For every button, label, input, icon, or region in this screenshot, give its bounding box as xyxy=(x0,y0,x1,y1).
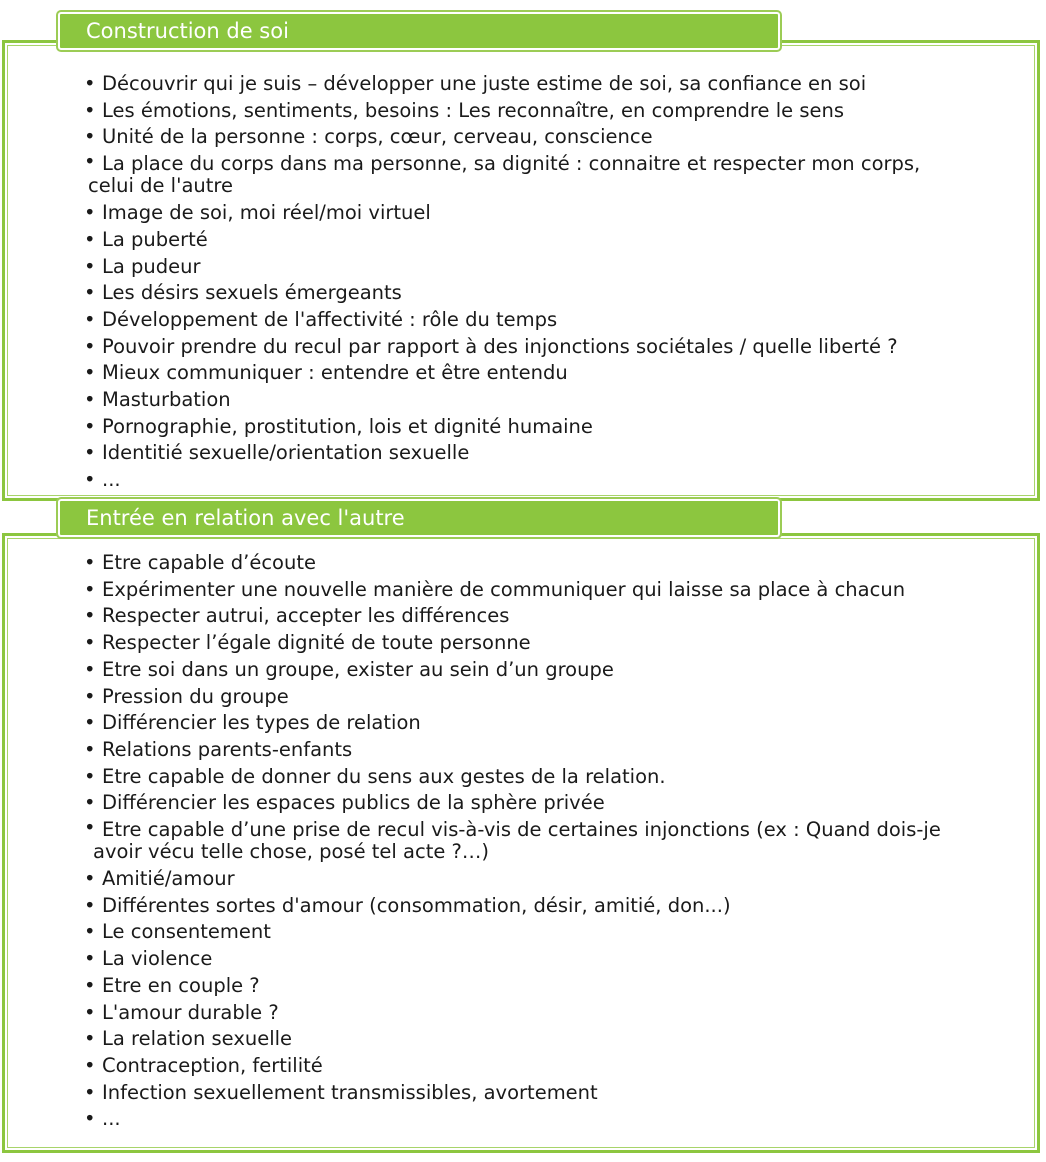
list-item: • Pression du groupe xyxy=(84,684,941,711)
section-title-entree-en-relation: Entrée en relation avec l'autre xyxy=(58,499,780,537)
list-item: • Masturbation xyxy=(84,387,920,414)
list-item: • Respecter l’égale dignité de toute personne xyxy=(84,630,941,657)
list-item xyxy=(84,151,920,200)
list-item: • ... xyxy=(84,467,920,494)
list-item: • Pornographie, prostitution, lois et dignité humaine xyxy=(84,414,920,441)
list-item: • Les désirs sexuels émergeants xyxy=(84,280,920,307)
list-item: • Différencier les types de relation xyxy=(84,710,941,737)
list-item: • Respecter autrui, accepter les différences xyxy=(84,603,941,630)
list-item: • La violence xyxy=(84,946,941,973)
list-item: • Pouvoir prendre du recul par rapport à des injonctions sociétales / quelle liberté ? xyxy=(84,334,920,361)
list-item: • Développement de l'affectivité : rôle du temps xyxy=(84,307,920,334)
list-item: • Le consentement xyxy=(84,919,941,946)
list-item: • Etre en couple ? xyxy=(84,973,941,1000)
list-item: • Différentes sortes d'amour (consommation, désir, amitié, don...) xyxy=(84,893,941,920)
list-item: • Différencier les espaces publics de la sphère privée xyxy=(84,790,941,817)
list-item: • Image de soi, moi réel/moi virtuel xyxy=(84,200,920,227)
list-item: • Découvrir qui je suis – développer une juste estime de soi, sa confiance en soi xyxy=(84,71,920,98)
list-item: • Contraception, fertilité xyxy=(84,1053,941,1080)
list-item: • La puberté xyxy=(84,227,920,254)
list-item-text-continued: celui de l'autre xyxy=(88,174,234,198)
list-item-text: La place du corps dans ma personne, sa dignité : connaitre et respecter mon corps, xyxy=(102,152,921,176)
section-title-construction-de-soi: Construction de soi xyxy=(58,12,780,50)
list-item: • Identitié sexuelle/orientation sexuelle xyxy=(84,440,920,467)
list-item: • ... xyxy=(84,1106,941,1133)
list-item: • Infection sexuellement transmissibles, avortement xyxy=(84,1080,941,1107)
list-item: • Etre capable de donner du sens aux gestes de la relation. xyxy=(84,764,941,791)
list-item: • Unité de la personne : corps, cœur, cerveau, conscience xyxy=(84,124,920,151)
list-item: • La relation sexuelle xyxy=(84,1026,941,1053)
entree-en-relation-list xyxy=(84,550,941,1133)
list-item: • Les émotions, sentiments, besoins : Les reconnaître, en comprendre le sens xyxy=(84,98,920,125)
list-item-text-continued: avoir vécu telle chose, posé tel acte ?…) xyxy=(93,840,489,864)
list-item: • Etre capable d’écoute xyxy=(84,550,941,577)
list-item: • Relations parents-enfants xyxy=(84,737,941,764)
list-item xyxy=(84,817,941,866)
list-item: • Etre soi dans un groupe, exister au sein d’un groupe xyxy=(84,657,941,684)
list-item: • Mieux communiquer : entendre et être entendu xyxy=(84,360,920,387)
list-item: • Expérimenter une nouvelle manière de communiquer qui laisse sa place à chacun xyxy=(84,577,941,604)
list-item-text: Etre capable d’une prise de recul vis-à-vis de certaines injonctions (ex : Quand dois-je xyxy=(102,818,941,842)
list-item: • La pudeur xyxy=(84,254,920,281)
construction-de-soi-list xyxy=(84,71,920,494)
list-item: • L'amour durable ? xyxy=(84,1000,941,1027)
list-item: • Amitié/amour xyxy=(84,866,941,893)
